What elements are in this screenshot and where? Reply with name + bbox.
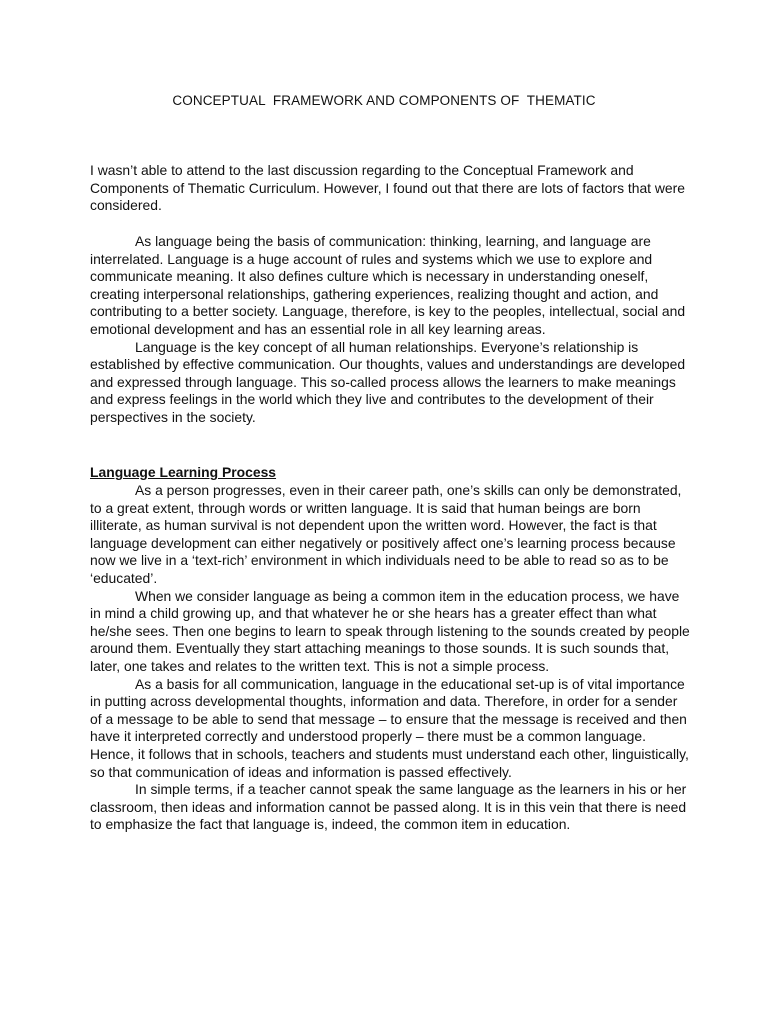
paragraph: As language being the basis of communication: thinking, learning, and language are interrelated. Language is a huge account of rules and systems which we use to explore and communicate meaning. It also defines culture which is necessary in understanding oneself, creating interpersonal relationships, gathering experiences, realizing thought and action, and contributing to a better society. Language, therefore, is key to the peoples, intellectual, social and emotional development and has an essential role in all key learning areas. — [90, 233, 686, 337]
intro-text: I wasn’t able to attend to the last discussion regarding to the Conceptual Framework and Components of Thematic Curriculum. However, I found out that there are lots of factors that were considered. — [90, 162, 686, 214]
body-paragraphs — [90, 233, 690, 427]
document-title: CONCEPTUAL FRAMEWORK AND COMPONENTS OF THEMATIC — [172, 93, 596, 108]
section-paragraph: As a basis for all communication, language in the educational set-up is of vital importance in putting across developmental thoughts, information and data. Therefore, in order for a sender of a message to be able to send that message – to ensure that the message is received and then have it interpreted correctly and understood properly – there must be a common language. Hence, it follows that in schools, teachers and students must understand each other, linguistically, so that communication of ideas and information is passed effectively. — [90, 675, 689, 780]
intro-paragraph — [90, 162, 690, 215]
section-paragraph: As a person progresses, even in their career path, one’s skills can only be demonstrated, to a great extent, through words or written language. It is said that human beings are born illiterate, as human survival is not dependent upon the written word. However, the fact is that language development can either negatively or positively affect one’s learning process because now we live in a ‘text-rich’ environment in which individuals need to be able to read so as to be ‘educated’. — [90, 482, 682, 586]
section-paragraph: When we consider language as being a common item in the education process, we have in mind a child growing up, and that whatever he or she hears has a greater effect than what he/she sees. Then one begins to learn to speak through listening to the sounds created by people around them. Eventually they start attaching meanings to those sounds. It is such sounds that, later, one takes and relates to the written text. This is not a simple process. — [90, 587, 690, 674]
section-heading: Language Learning Process — [90, 464, 277, 480]
section-paragraphs — [90, 482, 690, 834]
paragraph: Language is the key concept of all human relationships. Everyone’s relationship is established by effective communication. Our thoughts, values and understandings are developed and expressed through language. This so-called process allows the learners to make meanings and express feelings in the world which they live and contributes to the development of their perspectives in the society. — [90, 338, 686, 425]
section-paragraph: In simple terms, if a teacher cannot speak the same language as the learners in his or her classroom, then ideas and information cannot be passed along. It is in this vein that there is need to emphasize the fact that language is, indeed, the common item in education. — [90, 781, 687, 833]
